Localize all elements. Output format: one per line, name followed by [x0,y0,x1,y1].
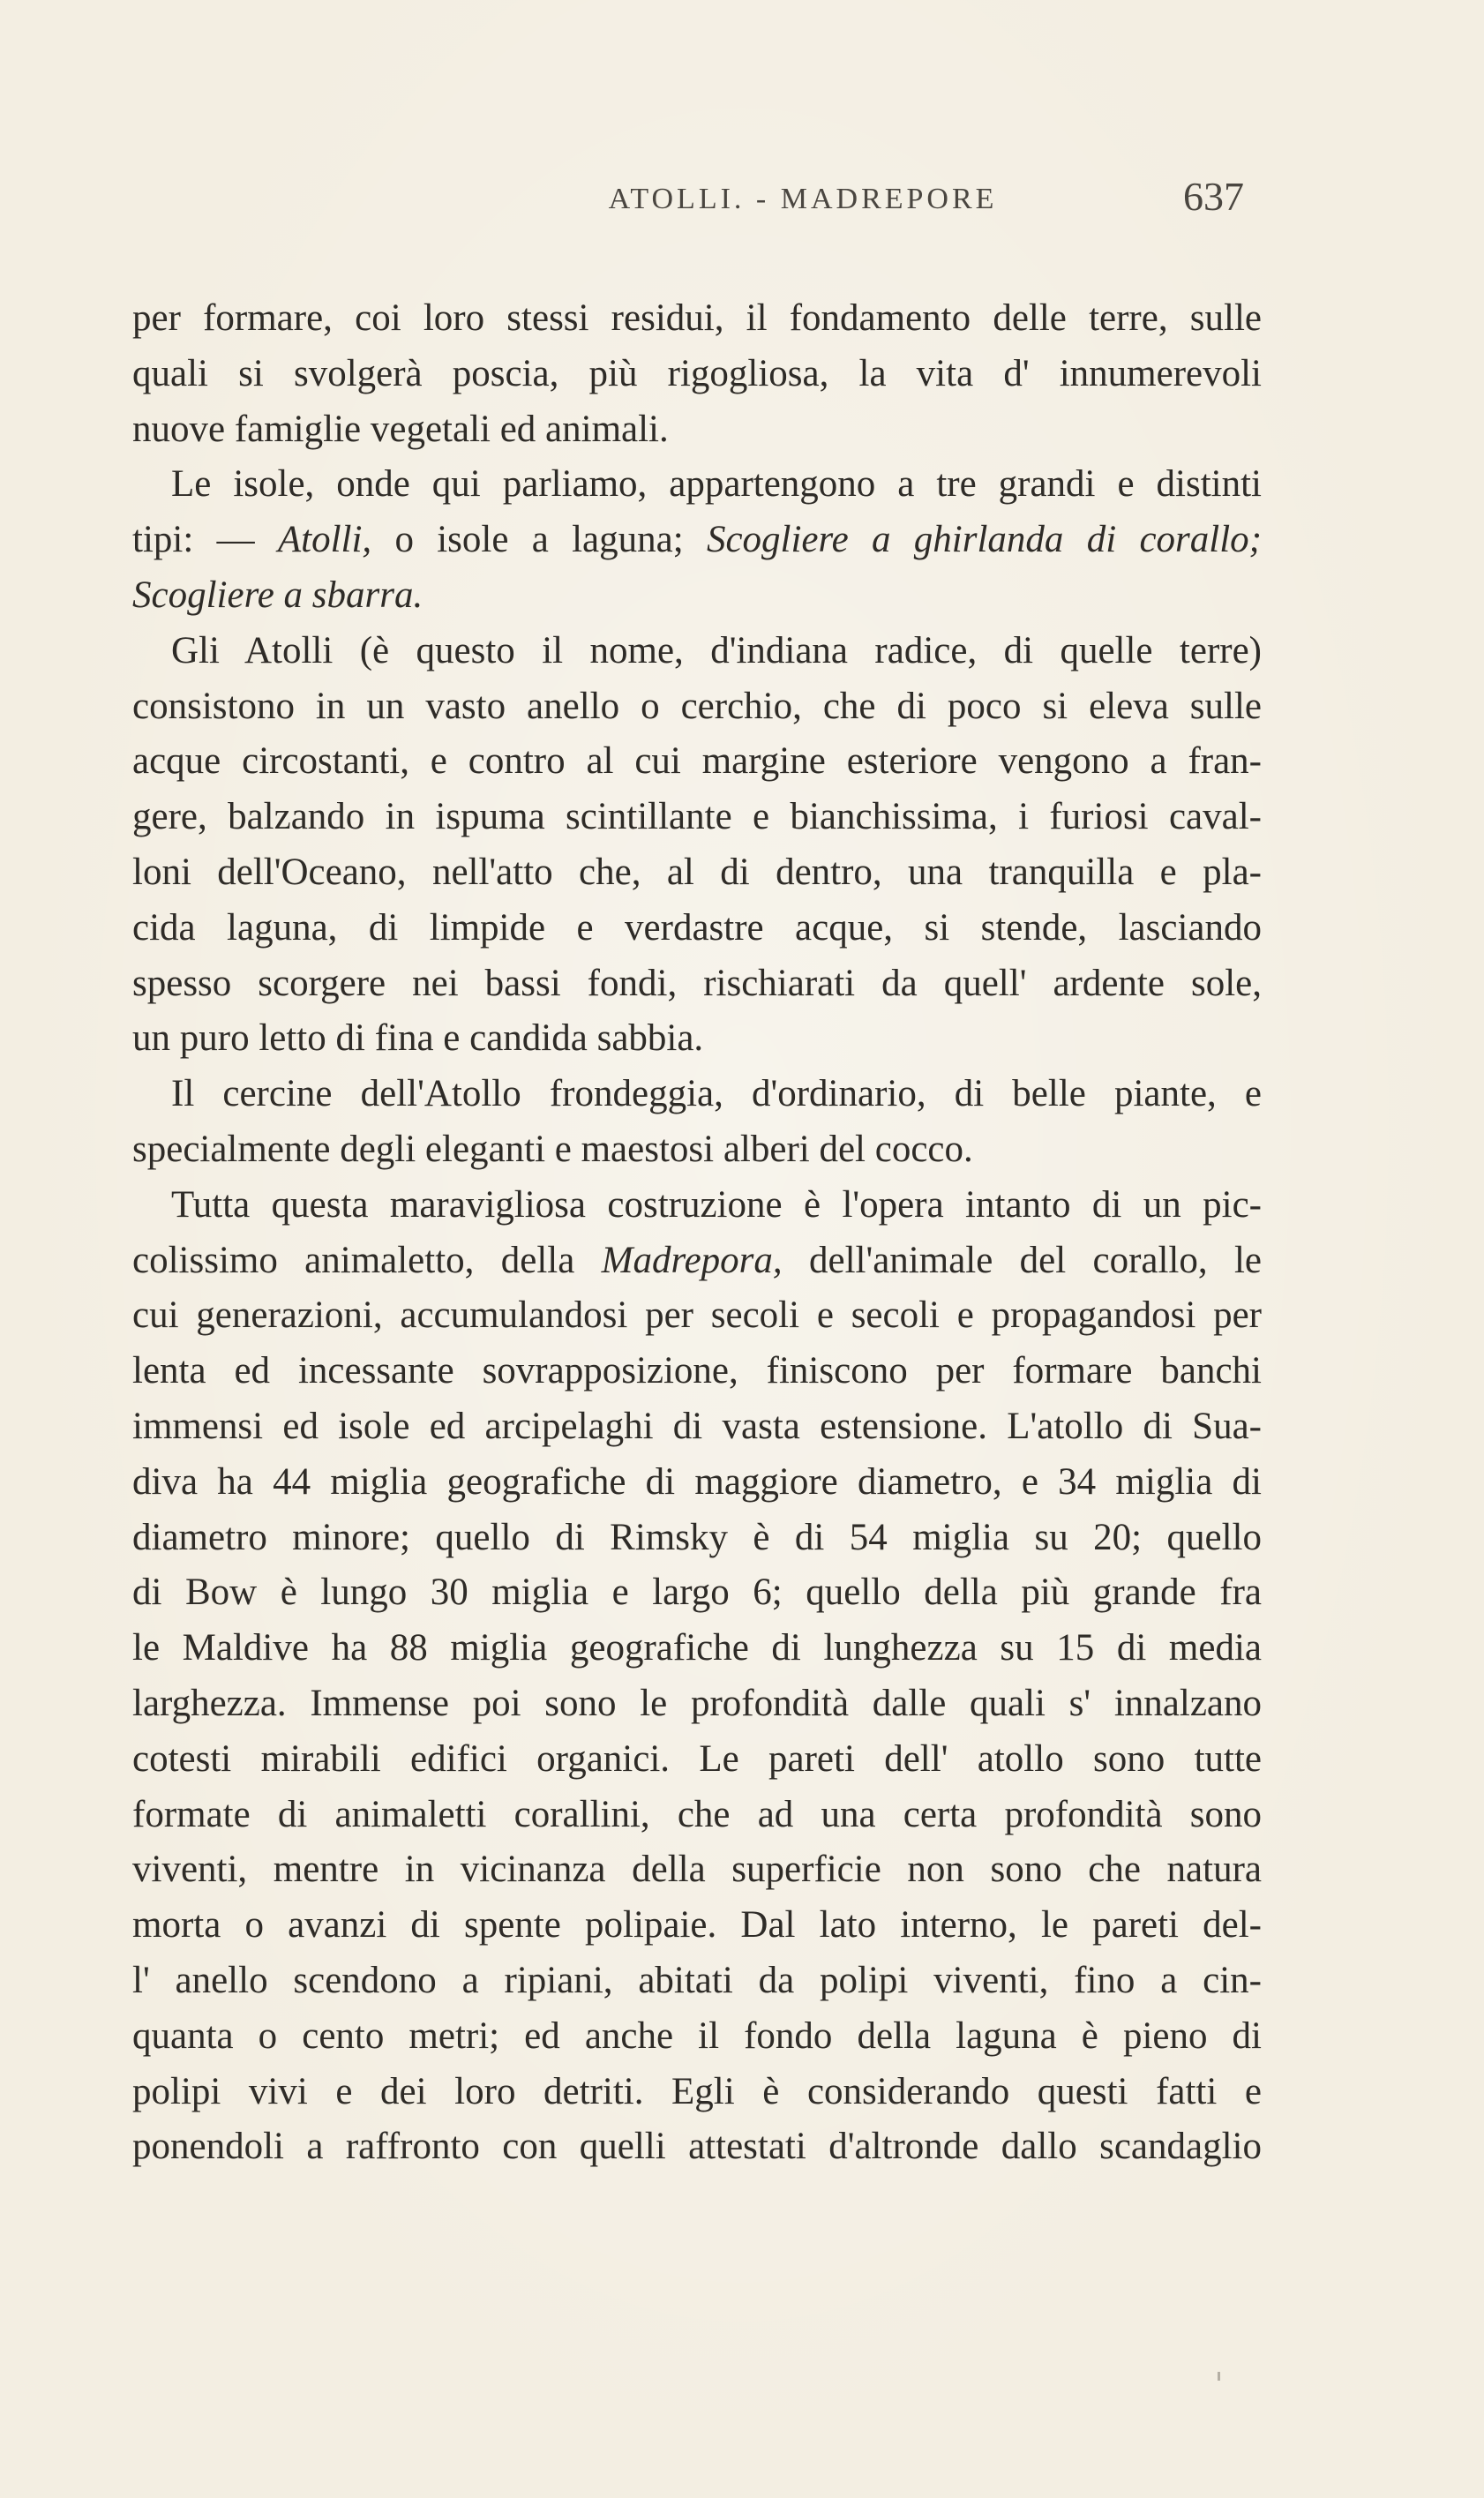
text-run: o isole a laguna; [371,519,707,561]
text-line: loni dell'Oceano, nell'atto che, al di dentro, una tranquilla e pla- [132,851,1262,893]
text-line: larghezza. Immense poi sono le profondità dalle quali s' innalzano [132,1682,1262,1724]
text-line: ponendoli a raffronto con quelli attestati d'altronde dallo scandaglio [132,2126,1262,2168]
text-line: acque circostanti, e contro al cui margine esteriore vengono a fran- [132,740,1262,783]
text-line: Il cercine dell'Atollo frondeggia, d'ordinario, di belle piante, e [171,1073,1262,1115]
text-line: le Maldive ha 88 miglia geografiche di lunghezza su 15 di media [132,1627,1262,1669]
text-line: quanta o cento metri; ed anche il fondo della laguna è pieno di [132,2014,1262,2057]
text-line: cotesti mirabili edifici organici. Le pareti dell' atollo sono tutte [132,1737,1262,1780]
text-line: Gli Atolli (è questo il nome, d'indiana radice, di quelle terre) [171,629,1262,671]
text-line: morta o avanzi di spente polipaie. Dal lato interno, le pareti del- [132,1904,1262,1947]
text-line: consistono in un vasto anello o cerchio, che di poco si eleva sulle [132,685,1262,727]
italic-term: Scogliere a ghirlanda di corallo; [706,519,1262,561]
text-line: polipi vivi e dei loro detriti. Egli è considerando questi fatti e [132,2070,1262,2112]
text-run: dell'animale del corallo, le [782,1239,1262,1281]
body-text [132,291,1262,2175]
text-run: colissimo animaletto, della [132,1239,602,1281]
text-line: di Bow è lungo 30 miglia e largo 6; quello della più grande fra [132,1572,1262,1614]
text-run: tipi: — [132,519,278,561]
text-line: nuove famiglie vegetali ed animali. [132,408,669,450]
text-line: quali si svolgerà poscia, più rigogliosa, la vita d' innumerevoli [132,352,1262,394]
text-line: gere, balzando in ispuma scintillante e bianchissima, i furiosi caval- [132,796,1262,838]
text-line: viventi, mentre in vicinanza della superficie non sono che natura [132,1849,1262,1891]
text-line-mixed [132,513,1262,568]
text-line: spesso scorgere nei bassi fondi, rischiarati da quell' ardente sole, [132,962,1262,1004]
page-number: 637 [1183,174,1244,219]
italic-term: Atolli, [277,519,372,561]
text-line: cida laguna, di limpide e verdastre acque, si stende, lasciando [132,906,1262,949]
text-line: immensi ed isole ed arcipelaghi di vasta estensione. L'atollo di Sua- [132,1405,1262,1447]
text-line: per formare, coi loro stessi residui, il fondamento delle terre, sulle [132,297,1262,339]
text-line-mixed [132,1234,1262,1289]
text-line: l' anello scendono a ripiani, abitati da polipi viventi, fino a cin- [132,1959,1262,2001]
running-title: ATOLLI. - MADREPORE [608,183,998,215]
text-line: diva ha 44 miglia geografiche di maggiore diametro, e 34 miglia di [132,1460,1262,1503]
text-line: un puro letto di fina e candida sabbia. [132,1017,704,1060]
italic-term: Madrepora, [601,1239,783,1281]
text-line: cui generazioni, accumulandosi per secoli e secoli e propagandosi per [132,1294,1262,1337]
text-line: specialmente degli eleganti e maestosi alberi del cocco. [132,1128,973,1170]
text-line-mixed [132,568,1262,624]
text-line: Le isole, onde qui parliamo, appartengono a tre grandi e distinti [171,463,1262,506]
italic-term: Scogliere a sbarra. [132,574,423,616]
text-line: Tutta questa maravigliosa costruzione è l'opera intanto di un pic- [171,1183,1262,1226]
text-line: formate di animaletti corallini, che ad una certa profondità sono [132,1793,1262,1835]
text-line: lenta ed incessante sovrapposizione, finiscono per formare banchi [132,1350,1262,1392]
margin-mark [1218,2372,1220,2381]
text-line: diametro minore; quello di Rimsky è di 54 miglia su 20; quello [132,1516,1262,1558]
